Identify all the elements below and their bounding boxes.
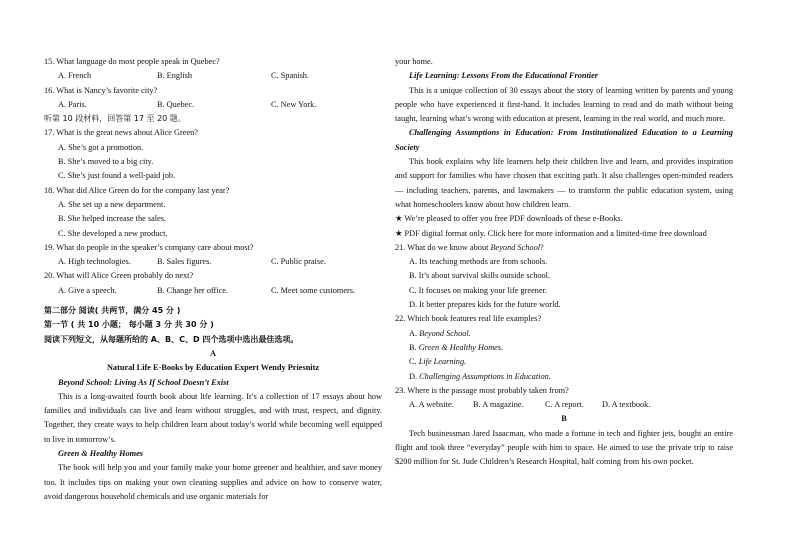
option-b: B. Sales figures.	[157, 257, 212, 267]
offer-note: ★ We’re pleased to offer you free PDF downloads of these e-Books.	[395, 214, 623, 224]
question-23: 23. Where is the passage most probably taken from?	[395, 385, 569, 395]
option-text: Challenging Assumptions in Education.	[419, 371, 551, 381]
continuation-text: your home.	[395, 57, 433, 66]
question-20: 20. What will Alice Green probably do next?	[44, 271, 194, 281]
option-b: B. English	[157, 71, 193, 81]
question-22: 22. Which book features real life examples?	[395, 314, 542, 324]
option-a	[395, 327, 733, 341]
question-21	[395, 241, 733, 255]
book-4-description: This book explains why life learners help their children live and learn, and provides inspiration and support for families who have chosen that exciting path. It also challenges open-minded readers — including teachers, parents, and lawmakers — to transform the public education system, using what homeschoolers know about how children learn.	[395, 157, 733, 209]
question-21-end: ?	[540, 242, 544, 252]
listening-instruction: 听第 10 段材料，回答第 17 至 20 题。	[44, 114, 186, 124]
option-c: C. A report.	[545, 400, 584, 410]
book-3-title: Life Learning: Lessons From the Educational Frontier	[409, 71, 599, 81]
question-16: 16. What is Nancy’s favorite city?	[44, 85, 158, 95]
option-b: B. It’s about survival skills outside school.	[409, 271, 551, 281]
option-c: C. New York.	[271, 99, 317, 109]
option-b: B. Change her office.	[157, 285, 229, 295]
question-15-options	[44, 69, 382, 83]
option-label: D.	[409, 371, 420, 381]
option-d	[395, 370, 733, 384]
option-a: A. French	[58, 71, 92, 81]
option-a: A. A website.	[409, 400, 454, 410]
option-a: A. High technologies.	[58, 257, 131, 267]
book-2-description: The book will help you and your family make your home greener and healthier, and save money too. It includes tips on making your own cleaning supplies and advice on how to conserve water, avoid dangerous household chemicals and use organic materials for	[44, 463, 382, 501]
passage-b-label: B	[561, 414, 567, 424]
part-2-heading: 第二部分 阅读( 共两节，满分 45 分 )	[44, 306, 181, 316]
option-c: C. It focuses on making your life greener.	[409, 285, 548, 295]
option-b: B. Quebec.	[157, 99, 195, 109]
option-b	[395, 341, 733, 355]
book-1-title: Beyond School: Living As If School Doesn’t Exist	[58, 377, 229, 387]
book-1-description: This is a long-awaited fourth book about life learning. It’s a collection of 17 essays about how families and individuals can live and learn without struggles, and with trust, respect, and dignity. Together, they create ways to help children learn about today’s world while becoming well equipped to live in tomorrow’s.	[44, 391, 382, 444]
question-16-options	[44, 98, 382, 112]
option-c	[395, 355, 733, 369]
option-d: D. It better prepares kids for the future world.	[409, 300, 561, 310]
question-17: 17. What is the great news about Alice Green?	[44, 128, 198, 138]
option-text: Green & Healthy Homes.	[418, 342, 504, 352]
option-a: A. Its teaching methods are from schools.	[409, 257, 548, 267]
left-column	[44, 55, 382, 504]
option-a: A. Paris.	[58, 99, 87, 109]
passage-b-body: Tech businessman Jared Isaacman, who made a fortune in tech and fighter jets, bought an entire flight and took three “everyday” people with him to space. He aimed to use the private trip to raise $200 million for St. Jude Children’s Research Hospital, half coming from his own pocket.	[395, 428, 733, 467]
option-c: C. She’s just found a well-paid job.	[58, 171, 176, 181]
option-a: A. She set up a new department.	[58, 199, 166, 209]
right-column	[395, 55, 733, 470]
question-21-text: 21. What do we know about	[395, 242, 491, 252]
option-c: C. Spanish.	[271, 71, 310, 81]
question-20-options	[44, 284, 382, 298]
book-4-title: Challenging Assumptions in Education: From Institutionalized Education to a Learning Society	[395, 128, 733, 152]
question-15: 15. What language do most people speak in Quebec?	[44, 57, 220, 66]
format-note: ★ PDF digital format only. Click here for more information and a limited-time free download	[395, 228, 707, 238]
option-d: D. A textbook.	[602, 400, 651, 410]
option-label: B.	[409, 342, 419, 352]
question-23-options	[395, 398, 733, 412]
question-21-book: Beyond School	[490, 242, 541, 252]
option-b: B. A magazine.	[473, 400, 524, 410]
option-a: A. Give a speech.	[58, 285, 117, 295]
option-c: C. Public praise.	[271, 257, 326, 267]
option-label: A.	[409, 328, 420, 338]
passage-a-label: A	[210, 348, 216, 358]
option-label: C.	[409, 357, 419, 367]
section-1-heading: 第一节 ( 共 10 小题； 每小题 3 分 共 30 分 )	[44, 320, 214, 330]
option-c: C. She developed a new product.	[58, 228, 168, 238]
option-text: Life Learning.	[418, 357, 467, 367]
option-b: B. She helped increase the sales.	[58, 214, 167, 224]
option-a: A. She’s got a promotion.	[58, 142, 144, 152]
question-19: 19. What do people in the speaker’s company care about most?	[44, 242, 254, 252]
option-c: C. Meet some customers.	[271, 285, 356, 295]
passage-a-title: Natural Life E-Books by Education Expert Wendy Priesnitz	[106, 363, 320, 373]
book-2-title: Green & Healthy Homes	[58, 449, 144, 459]
option-b: B. She’s moved to a big city.	[58, 157, 154, 167]
reading-instruction: 阅读下列短文，从每题所给的 A、B、C、D 四个选项中选出最佳选项。	[44, 334, 299, 344]
question-18: 18. What did Alice Green do for the company last year?	[44, 185, 230, 195]
option-text: Beyond School.	[419, 328, 471, 338]
book-3-description: This is a unique collection of 30 essays about the story of learning written by parents and young people who have experienced it first-hand. It includes learning to read and do math without being taught, learning what’s wrong with education at present, learning in the real world, and much more.	[395, 85, 733, 124]
question-19-options	[44, 255, 382, 269]
